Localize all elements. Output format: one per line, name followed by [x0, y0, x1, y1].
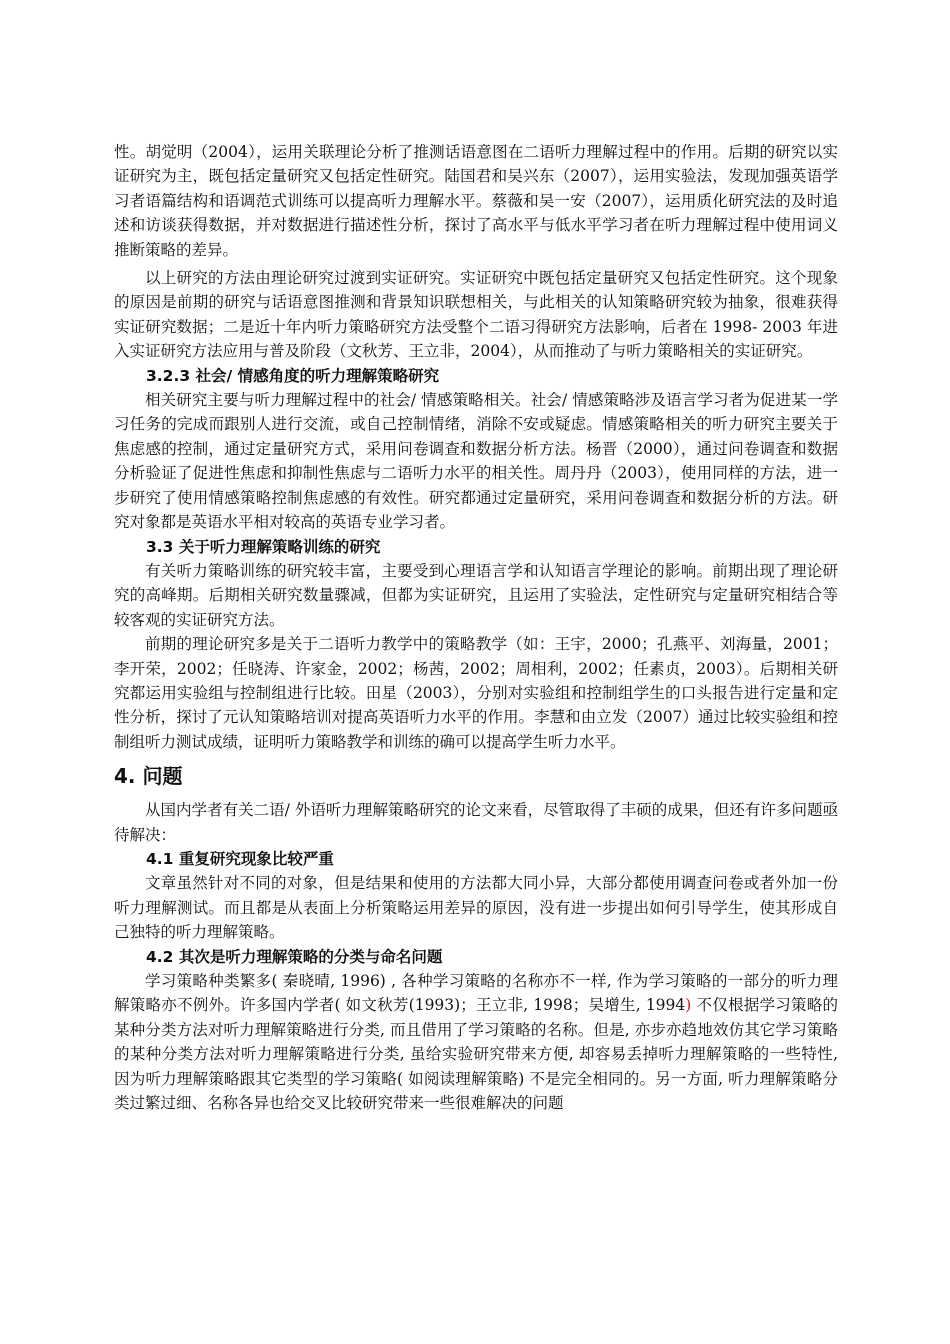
- paragraph-training-intro: 有关听力策略训练的研究较丰富，主要受到心理语言学和认知语言学理论的影响。前期出现了理论研究的高峰期。后期相关研究数量骤减，但都为实证研究，且运用了实验法，定性研究与定量研究相结合等较客观的实证研究方法。: [114, 561, 838, 629]
- heading-4-2: 4.2 其次是听力理解策略的分类与命名问题: [146, 947, 443, 966]
- classification-text-part-1: 学习策略种类繁多( 秦晓晴, 1996) , 各种学习策略的名称亦不一样, 作为学习策略的一部分的听力理解策略亦不例外。许多国内学者( 如文秋芳(1993)；王立非, 1998；吴增生, 1994: [114, 972, 838, 1015]
- paragraph-intro-continuation: 性。胡觉明（2004），运用关联理论分析了推测话语意图在二语听力理解过程中的作用。后期的研究以实证研究为主，既包括定量研究又包括定性研究。陆国君和吴兴东（2007），运用实验法，发现加强英语学习者语篇结构和语调范式训练可以提高听力理解水平。蔡薇和吴一安（2007），运用质化研究法的及时追述和访谈获得数据，并对数据进行描述性分析，探讨了高水平与低水平学习者在听力理解过程中使用词义推断策略的差异。: [114, 143, 838, 259]
- heading-4-1: 4.1 重复研究现象比较严重: [146, 849, 334, 868]
- paragraph-social-affective: 相关研究主要与听力理解过程中的社会/ 情感策略相关。社会/ 情感策略涉及语言学习者为促进某一学习任务的完成而跟别人进行交流，或自己控制情绪，消除不安或疑虑。情感策略相关的听力研究主要关于焦虑感的控制，通过定量研究方式，采用问卷调查和数据分析方法。杨晋（2000），通过问卷调查和数据分析验证了促进性焦虑和抑制性焦虑与二语听力水平的相关性。周丹丹（2003），使用同样的方法，进一步研究了使用情感策略控制焦虑感的有效性。研究都通过定量研究，采用问卷调查和数据分析的方法。研究对象都是英语水平相对较高的英语专业学习者。: [114, 391, 838, 532]
- paragraph-methods-summary: 以上研究的方法由理论研究过渡到实证研究。实证研究中既包括定量研究又包括定性研究。这个现象的原因是前期的研究与话语意图推测和背景知识联想相关，与此相关的认知策略研究较为抽象，很难获得实证研究数据；二是近十年内听力策略研究方法受整个二语习得研究方法影响，后者在 1998- 2003 年进入实证研究方法应用与普及阶段（文秋芳、王立非，2004），从而推动了与听力策略相关的实证研究。: [114, 269, 838, 361]
- paragraph-repetition: 文章虽然针对不同的对象，但是结果和使用的方法都大同小异，大部分都使用调查问卷或者外加一份听力理解测试。而且都是从表面上分析策略运用差异的原因，没有进一步提出如何引导学生，使其形成自己独特的听力理解策略。: [114, 874, 838, 942]
- classification-text-part-2: 不仅根据学习策略的某种分类方法对听力理解策略进行分类, 而且借用了学习策略的名称。但是, 亦步亦趋地效仿其它学习策略的某种分类方法对听力理解策略进行分类, 虽给实验研究带来方便, 却容易丢掉听力理解策略的一些特性, 因为听力理解策略跟其它类型的学习策略( 如阅读理解策略) 不是完全相同的。另一方面, 听力理解策略分类过繁过细、名称各异也给交叉比较研究带来一些很难解决的问题: [114, 996, 838, 1113]
- heading-4-problems: 4. 问题: [114, 764, 183, 789]
- heading-3-3: 3.3 关于听力理解策略训练的研究: [146, 537, 381, 556]
- document-body: [114, 140, 838, 1115]
- paragraph-classification: [114, 969, 838, 1115]
- heading-3-2-3: 3.2.3 社会/ 情感角度的听力理解策略研究: [146, 366, 440, 385]
- paragraph-problems-intro: 从国内学者有关二语/ 外语听力理解策略研究的论文来看，尽管取得了丰硕的成果，但还有许多问题亟待解决：: [114, 801, 838, 844]
- paragraph-training-detail: 前期的理论研究多是关于二语听力教学中的策略教学（如：王宇，2000；孔燕平、刘海量，2001；李开荣，2002；任晓涛、许家金，2002；杨茜，2002；周相利，2002；任素贞，2003）。后期相关研究都运用实验组与控制组进行比较。田星（2003），分别对实验组和控制组学生的口头报告进行定量和定性分析，探讨了元认知策略培训对提高英语听力水平的作用。李慧和由立发（2007）通过比较实验组和控制组听力测试成绩，证明听力策略教学和训练的确可以提高学生听力水平。: [114, 635, 838, 751]
- red-paren: ): [685, 996, 692, 1015]
